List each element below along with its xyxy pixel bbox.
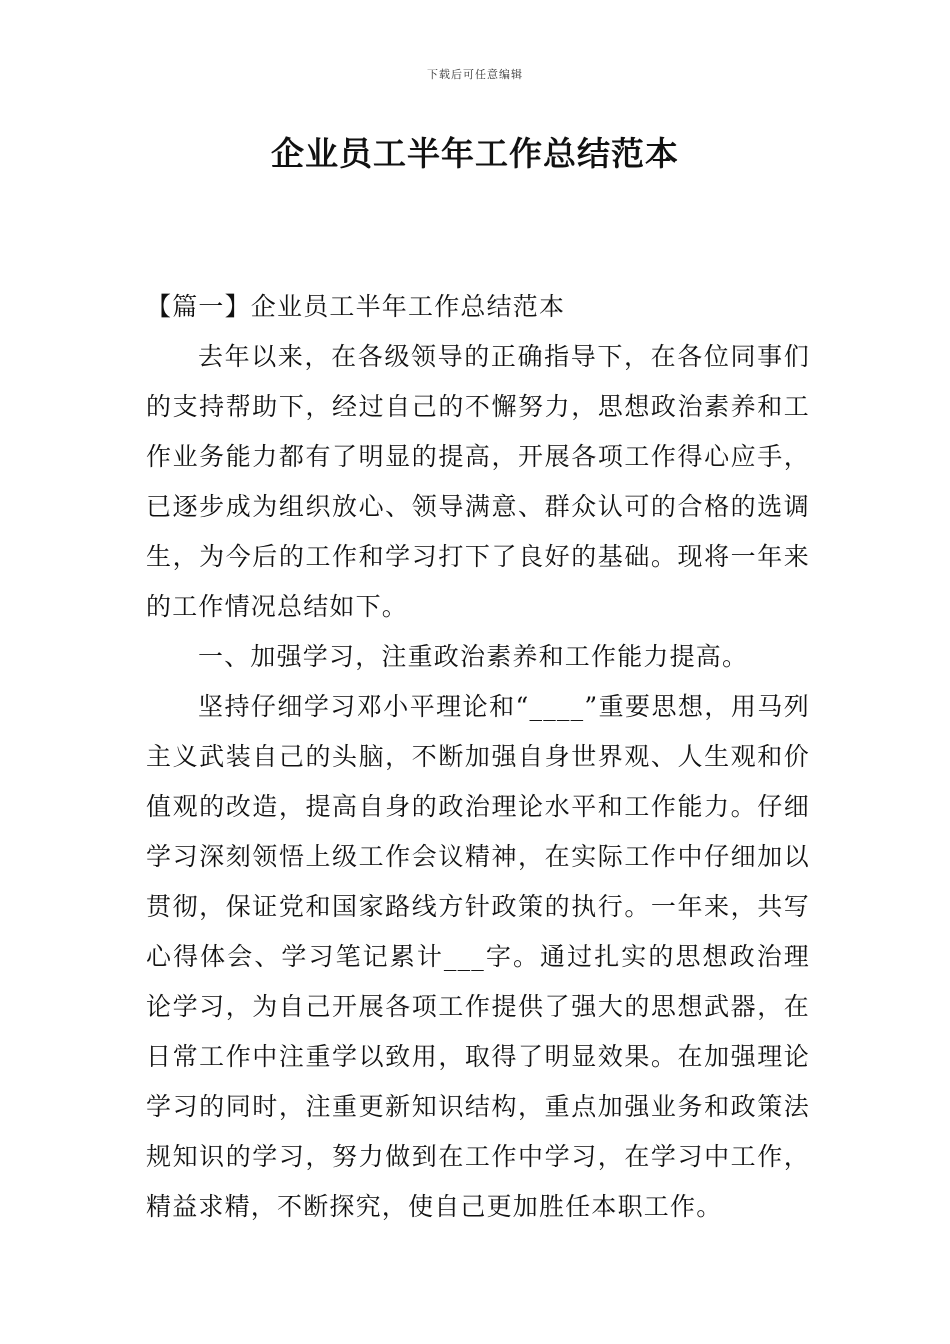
section-heading: 【篇一】企业员工半年工作总结范本	[146, 292, 566, 321]
paragraph-intro: 去年以来，在各级领导的正确指导下，在各位同事们的支持帮助下，经过自己的不懈努力，思想政治素养和工作业务能力都有了明显的提高，开展各项工作得心应手，已逐步成为组织放心、领导满意、群众认可的合格的选调生，为今后的工作和学习打下了良好的基础。现将一年来的工作情况总结如下。	[146, 342, 810, 621]
paragraph-study: 坚持仔细学习邓小平理论和“____”重要思想，用马列主义武装自己的头脑，不断加强自身世界观、人生观和价值观的改造，提高自身的政治理论水平和工作能力。仔细学习深刻领悟上级工作会议精神，在实际工作中仔细加以贯彻，保证党和国家路线方针政策的执行。一年来，共写心得体会、学习笔记累计___字。通过扎实的思想政治理论学习，为自己开展各项工作提供了强大的思想武器，在日常工作中注重学以致用，取得了明显效果。在加强理论学习的同时，注重更新知识结构，重点加强业务和政策法规知识的学习，努力做到在工作中学习，在学习中工作，精益求精，不断探究，使自己更加胜任本职工作。	[146, 692, 810, 1221]
page-title: 企业员工半年工作总结范本	[271, 134, 679, 173]
paragraph-subheading: 一、加强学习，注重政治素养和工作能力提高。	[198, 642, 749, 671]
document-body	[146, 282, 810, 1232]
header-note: 下载后可任意编辑	[427, 68, 523, 81]
